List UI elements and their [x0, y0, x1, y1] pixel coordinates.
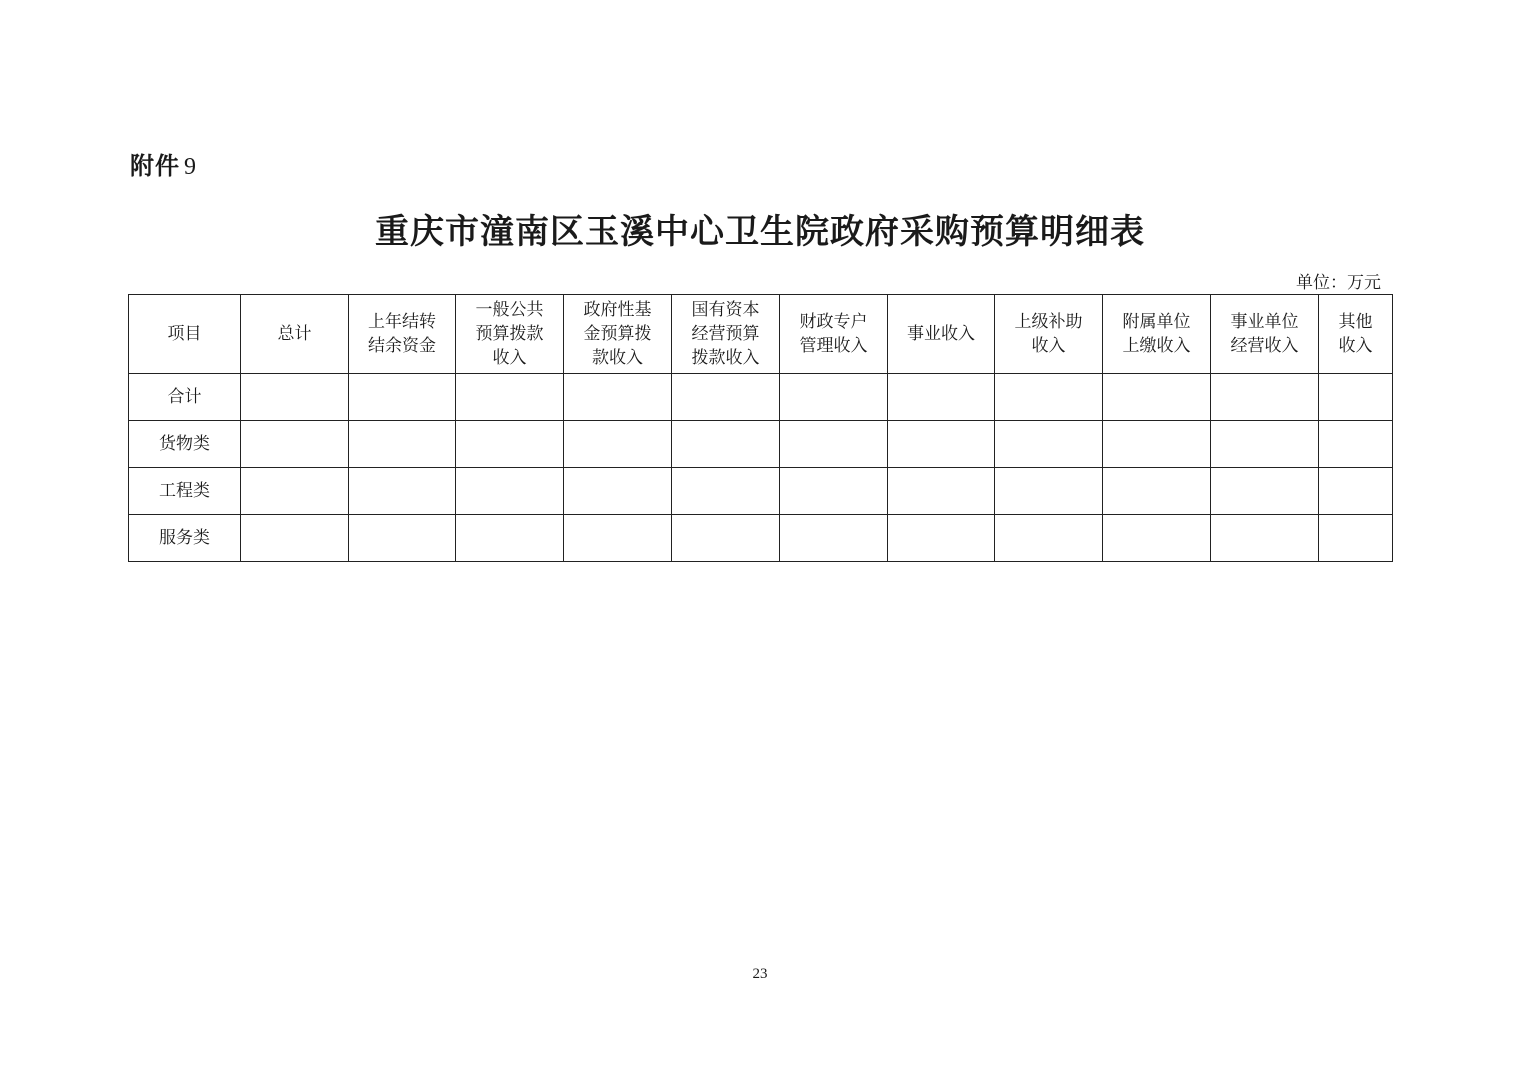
table-cell	[888, 421, 995, 468]
table-cell	[1211, 468, 1319, 515]
attachment-label	[130, 146, 197, 181]
table-cell	[241, 421, 349, 468]
header-superior-subsidy: 上级补助 收入	[995, 295, 1103, 374]
table-cell	[780, 515, 888, 562]
header-total: 总计	[241, 295, 349, 374]
header-business-income: 事业收入	[888, 295, 995, 374]
header-affiliated-turnover: 附属单位 上缴收入	[1103, 295, 1211, 374]
table-row	[129, 421, 1393, 468]
table-cell	[1103, 421, 1211, 468]
header-general-budget: 一般公共 预算拨款 收入	[456, 295, 564, 374]
attachment-number: 9	[184, 154, 197, 180]
table-cell	[1211, 374, 1319, 421]
table-row	[129, 515, 1393, 562]
table-cell	[995, 515, 1103, 562]
table-cell	[1319, 421, 1393, 468]
table-cell	[780, 421, 888, 468]
table-cell	[564, 374, 672, 421]
table-cell	[349, 515, 456, 562]
table-cell	[995, 468, 1103, 515]
table-cell	[1319, 374, 1393, 421]
table-cell	[780, 374, 888, 421]
row-label: 服务类	[129, 515, 241, 562]
table-cell	[1319, 515, 1393, 562]
table-cell	[888, 468, 995, 515]
table-cell	[888, 515, 995, 562]
table-cell	[1103, 515, 1211, 562]
table-cell	[672, 468, 780, 515]
table-cell	[349, 468, 456, 515]
procurement-budget-table	[128, 294, 1393, 562]
table-cell	[241, 515, 349, 562]
table-cell	[241, 374, 349, 421]
header-item: 项目	[129, 295, 241, 374]
table-cell	[888, 374, 995, 421]
row-label: 货物类	[129, 421, 241, 468]
table-cell	[672, 374, 780, 421]
table-cell	[672, 421, 780, 468]
row-label: 工程类	[129, 468, 241, 515]
header-special-account: 财政专户 管理收入	[780, 295, 888, 374]
table-row	[129, 468, 1393, 515]
row-label: 合计	[129, 374, 241, 421]
table-cell	[995, 421, 1103, 468]
table-cell	[456, 468, 564, 515]
attachment-prefix: 附件	[130, 152, 180, 180]
document-title: 重庆市潼南区玉溪中心卫生院政府采购预算明细表	[375, 212, 1145, 252]
table-cell	[672, 515, 780, 562]
table-cell	[241, 468, 349, 515]
table-cell	[995, 374, 1103, 421]
header-carryover: 上年结转 结余资金	[349, 295, 456, 374]
table-cell	[564, 421, 672, 468]
table-cell	[1103, 374, 1211, 421]
table-cell	[564, 468, 672, 515]
unit-note: 单位：万元	[1296, 273, 1381, 293]
header-other-income: 其他 收入	[1319, 295, 1393, 374]
header-gov-fund: 政府性基 金预算拨 款收入	[564, 295, 672, 374]
table-cell	[1319, 468, 1393, 515]
table-cell	[456, 515, 564, 562]
table-cell	[1103, 468, 1211, 515]
table-cell	[1211, 515, 1319, 562]
table-cell	[456, 421, 564, 468]
table-cell	[456, 374, 564, 421]
table-cell	[349, 421, 456, 468]
table-cell	[564, 515, 672, 562]
page-number: 23	[752, 966, 768, 982]
table-row	[129, 374, 1393, 421]
table-cell	[780, 468, 888, 515]
header-state-capital: 国有资本 经营预算 拨款收入	[672, 295, 780, 374]
table-cell	[349, 374, 456, 421]
table-cell	[1211, 421, 1319, 468]
header-operating-income: 事业单位 经营收入	[1211, 295, 1319, 374]
table-header-row	[129, 295, 1393, 374]
